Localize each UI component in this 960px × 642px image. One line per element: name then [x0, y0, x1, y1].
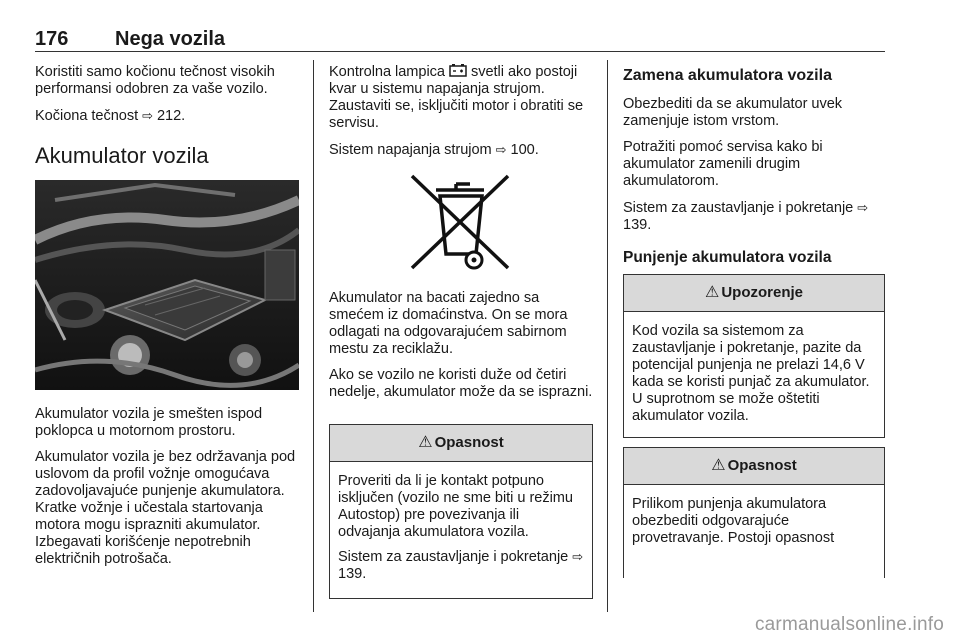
paragraph-warning-lamp: Kontrolna lampica svetli ako postoji kvar u sistemu napajanja strujom. Zaustaviti se, isključiti motor i obratiti se servisu.	[329, 64, 584, 131]
danger-box-header	[330, 425, 592, 462]
paragraph: Kod vozila sa sistemom za zaustavljanje i pokretanje, pazite da potencijal punjenja ne prelazi 14,6 V kada se koristi punjač za akumulator. U suprotnom se može oštetiti akumulator vozila.	[632, 323, 870, 424]
paragraph-stop-start-ref: Sistem za zaustavljanje i pokretanje ⇨ 139.	[623, 200, 869, 233]
paragraph: Prilikom punjenja akumulatora obezbediti odgovarajuće provetravanje. Postoji opasnost	[632, 496, 835, 546]
page-header	[35, 28, 885, 52]
column-divider	[313, 60, 314, 612]
warning-box-title: Upozorenje	[721, 284, 804, 301]
header-rule	[35, 51, 885, 52]
paragraph: Koristiti samo kočionu tečnost visokih performansi odobren za vaše vozilo.	[35, 64, 275, 97]
arrow-right-icon: ⇨	[142, 108, 153, 123]
column-divider	[607, 60, 608, 612]
watermark: carmanualsonline.info	[754, 614, 944, 635]
danger-box-title: Opasnost	[434, 434, 504, 451]
engine-bay-photo	[35, 180, 299, 390]
warning-triangle-icon: ⚠	[418, 434, 433, 451]
battery-warning-lamp-icon	[449, 64, 467, 80]
column-3	[623, 66, 885, 267]
paragraph: Potražiti pomoć servisa kako bi akumulator zamenili drugim akumulatorom.	[623, 139, 823, 189]
danger-box-title: Opasnost	[727, 457, 797, 474]
column-2	[329, 64, 593, 168]
paragraph-brake-fluid-ref: Kočiona tečnost ⇨ 212.	[35, 108, 186, 124]
paragraph: Akumulator na bacati zajedno sa smećem iz domaćinstva. On se mora odlagati na odgovarajućem sabirnom mestu za reciklažu.	[329, 290, 568, 357]
danger-box	[329, 424, 593, 599]
warning-triangle-icon: ⚠	[704, 284, 720, 301]
crossed-bin-icon	[408, 172, 512, 277]
paragraph: Ako se vozilo ne koristi duže od četiri nedelje, akumulator može da se isprazni.	[329, 367, 593, 400]
page-reference[interactable]: 139.	[623, 217, 652, 233]
paragraph: Proveriti da li je kontakt potpuno isključen (vozilo ne sme biti u režimu Autostop) pre povezivanja ili odvajanja akumulatora vozila.	[338, 473, 573, 540]
paragraph: Obezbediti da se akumulator uvek zamenjuje istom vrstom.	[623, 96, 843, 129]
warning-triangle-icon: ⚠	[711, 457, 726, 474]
subsection-heading: Punjenje akumulatora vozila	[623, 249, 832, 266]
page-title: Nega vozila	[115, 28, 226, 50]
page-reference[interactable]: 212.	[156, 108, 186, 124]
arrow-right-icon: ⇨	[857, 200, 869, 215]
danger-box	[623, 447, 885, 578]
page-reference[interactable]: 139.	[338, 566, 367, 582]
paragraph-power-ref: Sistem napajanja strujom ⇨ 100.	[329, 142, 539, 158]
warning-box	[623, 274, 885, 438]
paragraph: Akumulator vozila je bez održavanja pod uslovom da profil vožnje omogućava zadovoljavajuće punjenje akumulatora. Kratke vožnje i učestala startovanja motora mogu isprazniti akumulator. Izbegavati korišćenje nepotrebnih električnih potrošača.	[35, 449, 296, 567]
arrow-right-icon: ⇨	[572, 549, 584, 564]
column-2-lower	[329, 290, 593, 410]
arrow-right-icon: ⇨	[495, 142, 507, 157]
page-number: 176	[35, 28, 69, 50]
paragraph-stop-start-ref: Sistem za zaustavljanje i pokretanje ⇨ 139.	[338, 549, 584, 582]
column-1-lower	[35, 406, 299, 577]
warning-box-header	[624, 275, 884, 312]
column-1	[35, 64, 299, 169]
danger-box-header	[624, 448, 884, 485]
section-heading: Zamena akumulatora vozila	[623, 67, 832, 84]
page-reference[interactable]: 100.	[510, 142, 539, 158]
section-heading: Akumulator vozila	[35, 143, 209, 168]
paragraph: Akumulator vozila je smešten ispod poklopca u motornom prostoru.	[35, 406, 263, 439]
